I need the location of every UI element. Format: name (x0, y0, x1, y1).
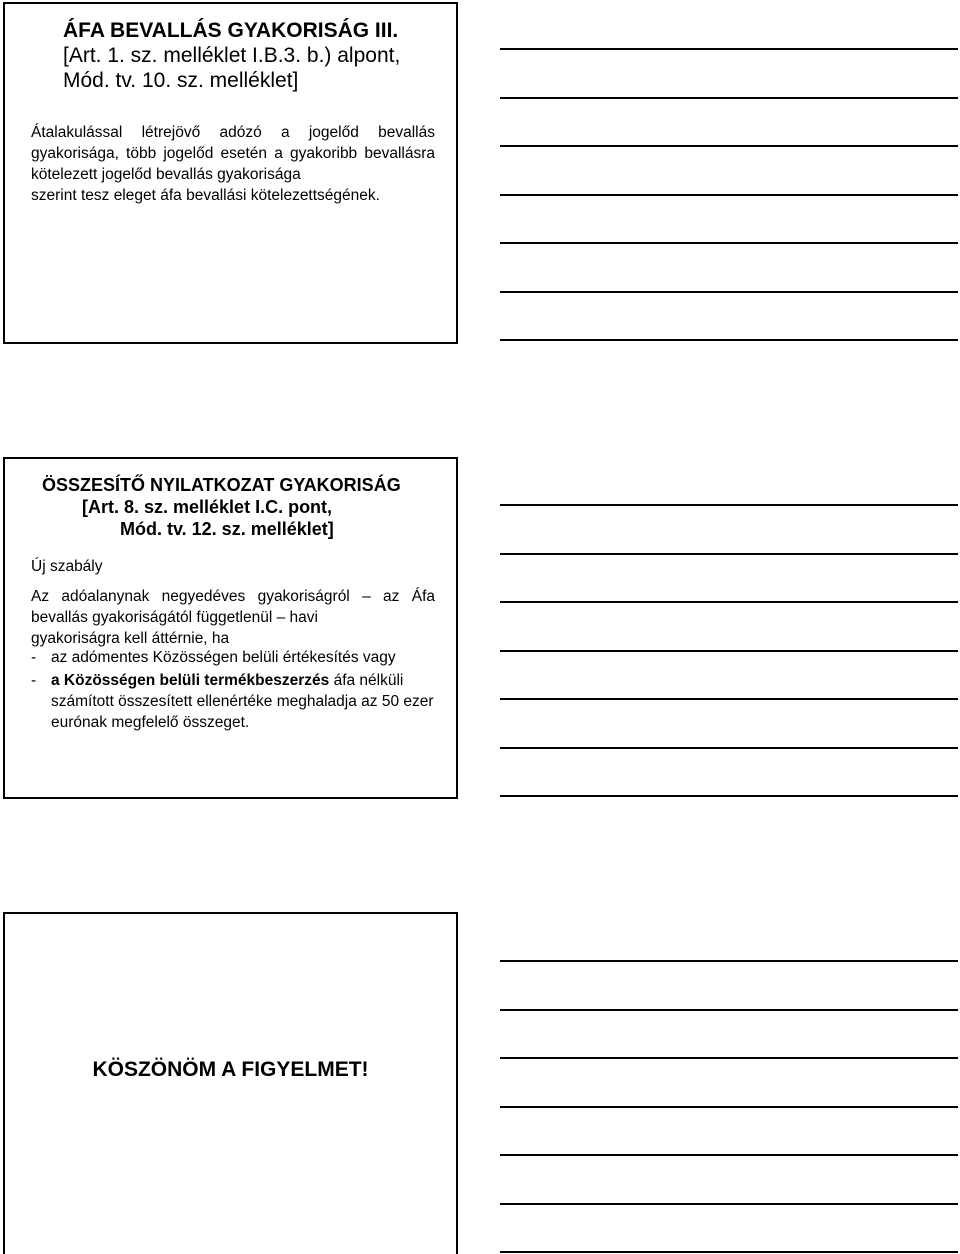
note-line (500, 504, 958, 506)
slide-2 (3, 457, 458, 799)
slide-2-title-ref2: Mód. tv. 12. sz. melléklet] (120, 519, 334, 539)
bullet-item (31, 670, 435, 733)
note-line (500, 1009, 958, 1011)
slide-1-body-last: szerint tesz eleget áfa bevallási kötelezettségének. (31, 187, 380, 204)
slide-2-paragraph-last: gyakoriságra kell áttérnie, ha (31, 630, 230, 647)
note-line (500, 1106, 958, 1108)
slide-1-title-ref: [Art. 1. sz. melléklet I.B.3. b.) alpont, (63, 44, 401, 67)
slide-1-body-text: Átalakulással létrejövő adózó a jogelőd bevallás gyakorisága, több jogelőd esetén a gyakoribb bevallásra kötelezett jogelőd bevallás gyakorisága (31, 124, 435, 183)
note-line (500, 1251, 958, 1253)
slide-2-title (42, 474, 432, 540)
note-line (500, 48, 958, 50)
slide-1-title-ref2: Mód. tv. 10. sz. melléklet] (63, 69, 299, 92)
note-line (500, 601, 958, 603)
bullet-text: az adómentes Közösségen belüli értékesítés vagy (51, 649, 396, 666)
note-line (500, 960, 958, 962)
note-line (500, 242, 958, 244)
note-line (500, 650, 958, 652)
note-line (500, 553, 958, 555)
note-line (500, 1154, 958, 1156)
bullet-marker: - (31, 649, 37, 666)
note-line (500, 291, 958, 293)
slide-2-title-main: ÖSSZESÍTŐ NYILATKOZAT GYAKORISÁG (42, 475, 401, 495)
bullet-text-bold: a Közösségen belüli termékbeszerzés (51, 672, 330, 689)
slide-1-body (31, 122, 435, 206)
slide-2-paragraph (31, 586, 435, 649)
slide-2-bullet-list (31, 647, 435, 735)
note-line (500, 145, 958, 147)
note-line (500, 1203, 958, 1205)
slide-2-paragraph-text: Az adóalanynak negyedéves gyakoriságról – az Áfa bevallás gyakoriságától függetlenül – havi (31, 588, 435, 626)
note-line (500, 1057, 958, 1059)
slide-3-thanks: KÖSZÖNÖM A FIGYELMET! (92, 1058, 369, 1081)
slide-3 (3, 912, 458, 1254)
slide-2-title-ref: [Art. 8. sz. melléklet I.C. pont, (82, 497, 333, 517)
slide-1-title-main: ÁFA BEVALLÁS GYAKORISÁG III. (63, 19, 399, 42)
note-line (500, 698, 958, 700)
slide-1-title (63, 18, 443, 93)
slide-1 (3, 2, 458, 344)
bullet-marker: - (31, 672, 37, 689)
note-line (500, 194, 958, 196)
note-line (500, 97, 958, 99)
bullet-item (31, 647, 435, 668)
note-line (500, 747, 958, 749)
note-line (500, 339, 958, 341)
note-line (500, 795, 958, 797)
bullet-text: áfa nélküli számított összesített ellenértéke meghaladja az 50 ezer eurónak megfelelő összeget. (51, 672, 434, 731)
slide-2-subtitle: Új szabály (31, 558, 103, 575)
